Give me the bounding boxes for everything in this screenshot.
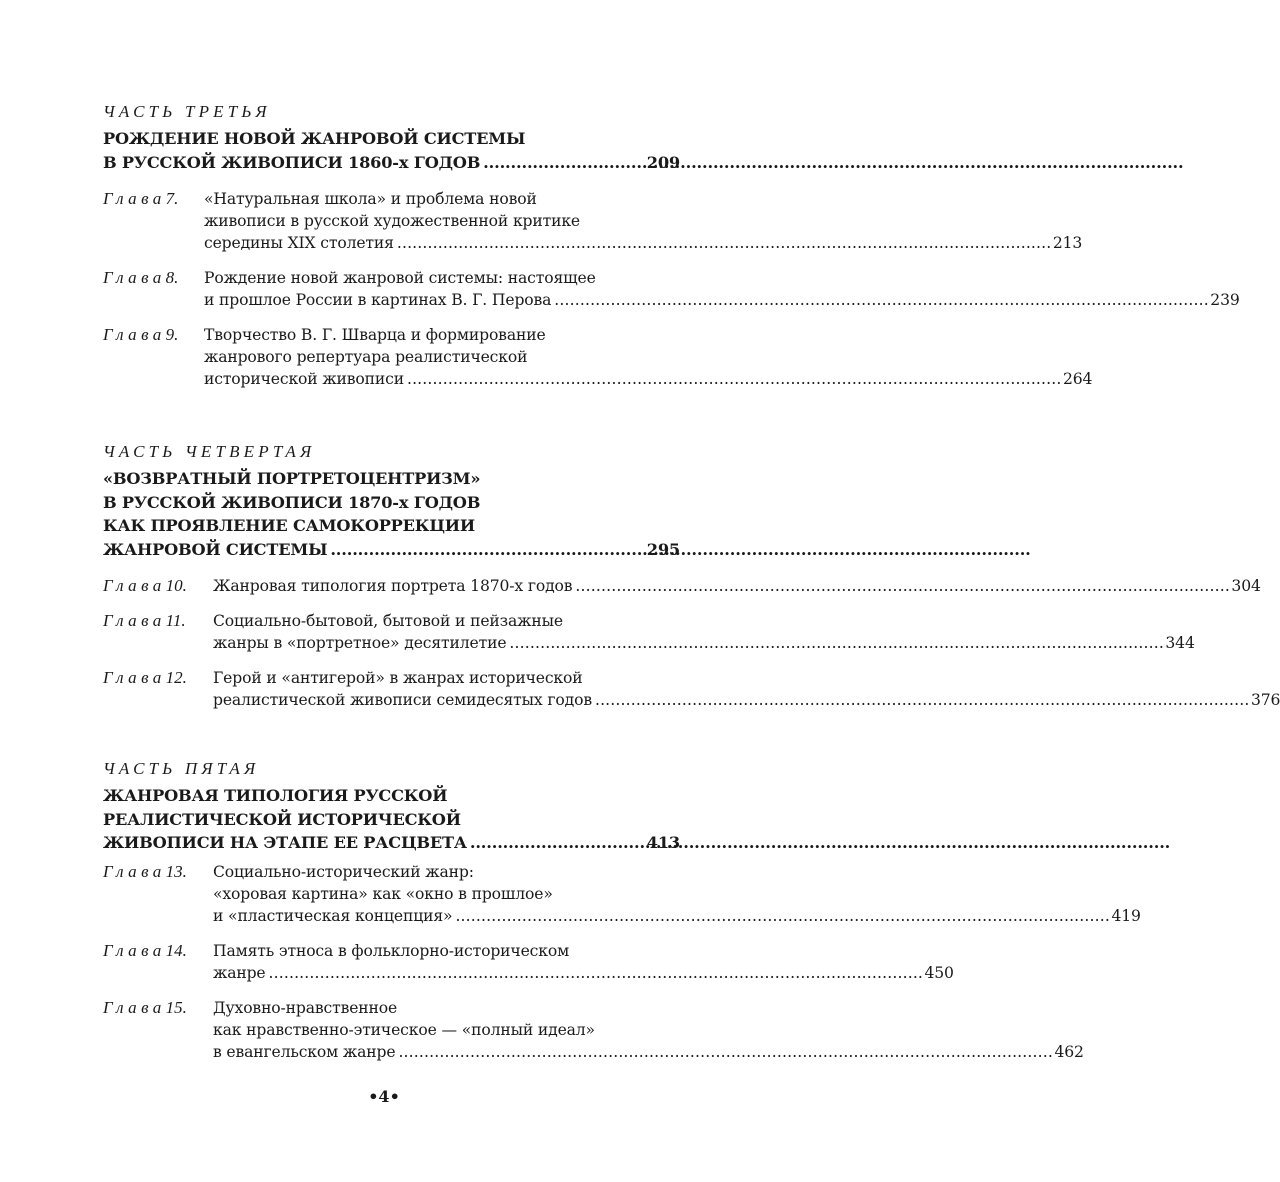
part-title-line: ЖАНРОВАЯ ТИПОЛОГИЯ РУССКОЙ [103, 786, 448, 805]
part-title-line: ЖИВОПИСИ НА ЭТАПЕ ЕЕ РАСЦВЕТА [103, 833, 467, 852]
chapter-label: Глава14. [103, 940, 192, 960]
page-number: 462 [1054, 1042, 1084, 1061]
chapter-entry[interactable] [103, 610, 1195, 654]
part-label: ЧАСТЬ ПЯТАЯ [103, 759, 260, 778]
chapter-label: Глава8. [103, 268, 183, 287]
part-title-line: В РУССКОЙ ЖИВОПИСИ 1860-х ГОДОВ [103, 152, 481, 172]
chapter-title: Социально-исторический жанр: «хоровая картина» как «окно в прошлое» и «пластическая концепция» . . . 419 [213, 861, 1141, 927]
chapter-entry[interactable] [103, 324, 1093, 390]
page-number: 450 [924, 963, 954, 982]
chapter-entry[interactable] [103, 861, 1141, 927]
chapter-label: Глава12. [103, 668, 192, 687]
chapter-entry[interactable] [103, 667, 1280, 711]
page-number: 419 [1111, 906, 1141, 925]
dot-leader [398, 1041, 1050, 1063]
page-number: 413 [646, 833, 680, 852]
chapter-entry[interactable] [103, 997, 1084, 1063]
chapter-entry[interactable] [103, 575, 1261, 597]
dot-leader [269, 962, 921, 984]
part-five [103, 758, 1141, 1076]
chapter-list [103, 575, 1280, 711]
part-title [103, 784, 680, 855]
part-title-line: РЕАЛИСТИЧЕСКОЙ ИСТОРИЧЕСКОЙ [103, 809, 461, 829]
part-three [103, 101, 1240, 403]
dot-leader [595, 689, 1247, 711]
page-number: 295 [646, 539, 680, 559]
chapter-title: Герой и «антигерой» в жанрах исторической реалистической живописи семидесятых годов . . . 376 [213, 667, 1280, 711]
part-title-leader[interactable] [103, 538, 680, 562]
page-number: 213 [1052, 234, 1083, 252]
chapter-label: Глава15. [103, 997, 192, 1017]
page-footer-number: •4• [368, 1087, 400, 1106]
chapter-title: Рождение новой жанровой системы: настоящее и прошлое России в картинах В. Г. Перова . . . 239 [204, 267, 1240, 311]
dot-leader [575, 575, 1227, 597]
page-number: 304 [1231, 577, 1261, 595]
chapter-list [103, 188, 1240, 390]
chapter-label: Глава11. [103, 611, 191, 630]
chapter-title: «Натуральная школа» и проблема новой живописи в русской художественной критике середины XIX столетия . . . 213 [204, 188, 1082, 254]
page-number: 264 [1062, 370, 1093, 388]
part-label: ЧАСТЬ ЧЕТВЕРТАЯ [103, 442, 316, 461]
dot-leader [407, 368, 1059, 390]
page-number: 239 [1210, 291, 1240, 309]
chapter-entry[interactable] [103, 267, 1240, 311]
part-four [103, 441, 1280, 724]
chapter-label: Глава7. [103, 189, 183, 208]
dot-leader [483, 151, 643, 175]
part-label: ЧАСТЬ ТРЕТЬЯ [103, 102, 271, 121]
dot-leader [330, 538, 642, 562]
part-title-leader[interactable] [103, 151, 680, 175]
part-title-line: В РУССКОЙ ЖИВОПИСИ 1870-х ГОДОВ [103, 492, 481, 512]
chapter-label: Глава9. [103, 325, 183, 344]
part-title [103, 467, 680, 561]
chapter-label: Глава13. [103, 861, 192, 881]
dot-leader [455, 905, 1107, 927]
chapter-label: Глава10. [103, 576, 192, 595]
part-title-leader[interactable] [103, 831, 680, 855]
chapter-title: Творчество В. Г. Шварца и формирование жанрового репертуара реалистической исторической живописи . . . 264 [204, 324, 1092, 390]
chapter-title: Социально-бытовой, бытовой и пейзажные жанры в «портретное» десятилетие . . . 344 [213, 610, 1195, 654]
part-title-line: КАК ПРОЯВЛЕНИЕ САМОКОРРЕКЦИИ [103, 516, 475, 535]
part-title-line: РОЖДЕНИЕ НОВОЙ ЖАНРОВОЙ СИСТЕМЫ [103, 129, 526, 148]
dot-leader [509, 632, 1161, 654]
dot-leader [397, 232, 1049, 254]
chapter-title: Духовно-нравственное как нравственно-этическое — «полный идеал» в евангельском жанре . . . 462 [213, 997, 1084, 1063]
part-title [103, 127, 680, 174]
chapter-list [103, 861, 1141, 1063]
chapter-title: Память этноса в фольклорно-историческом жанре . . . 450 [213, 940, 954, 984]
part-title-line: «ВОЗВРАТНЫЙ ПОРТРЕТОЦЕНТРИЗМ» [103, 469, 481, 488]
page-number: 376 [1250, 691, 1280, 709]
page-number: 209 [646, 152, 680, 172]
chapter-title: Жанровая типология портрета 1870-х годов . . . 304 [213, 575, 1261, 597]
part-title-line: ЖАНРОВОЙ СИСТЕМЫ [103, 539, 328, 559]
page-number: 344 [1165, 634, 1195, 652]
chapter-entry[interactable] [103, 188, 1083, 254]
dot-leader [470, 831, 643, 855]
dot-leader [554, 289, 1206, 311]
chapter-entry[interactable] [103, 940, 954, 984]
